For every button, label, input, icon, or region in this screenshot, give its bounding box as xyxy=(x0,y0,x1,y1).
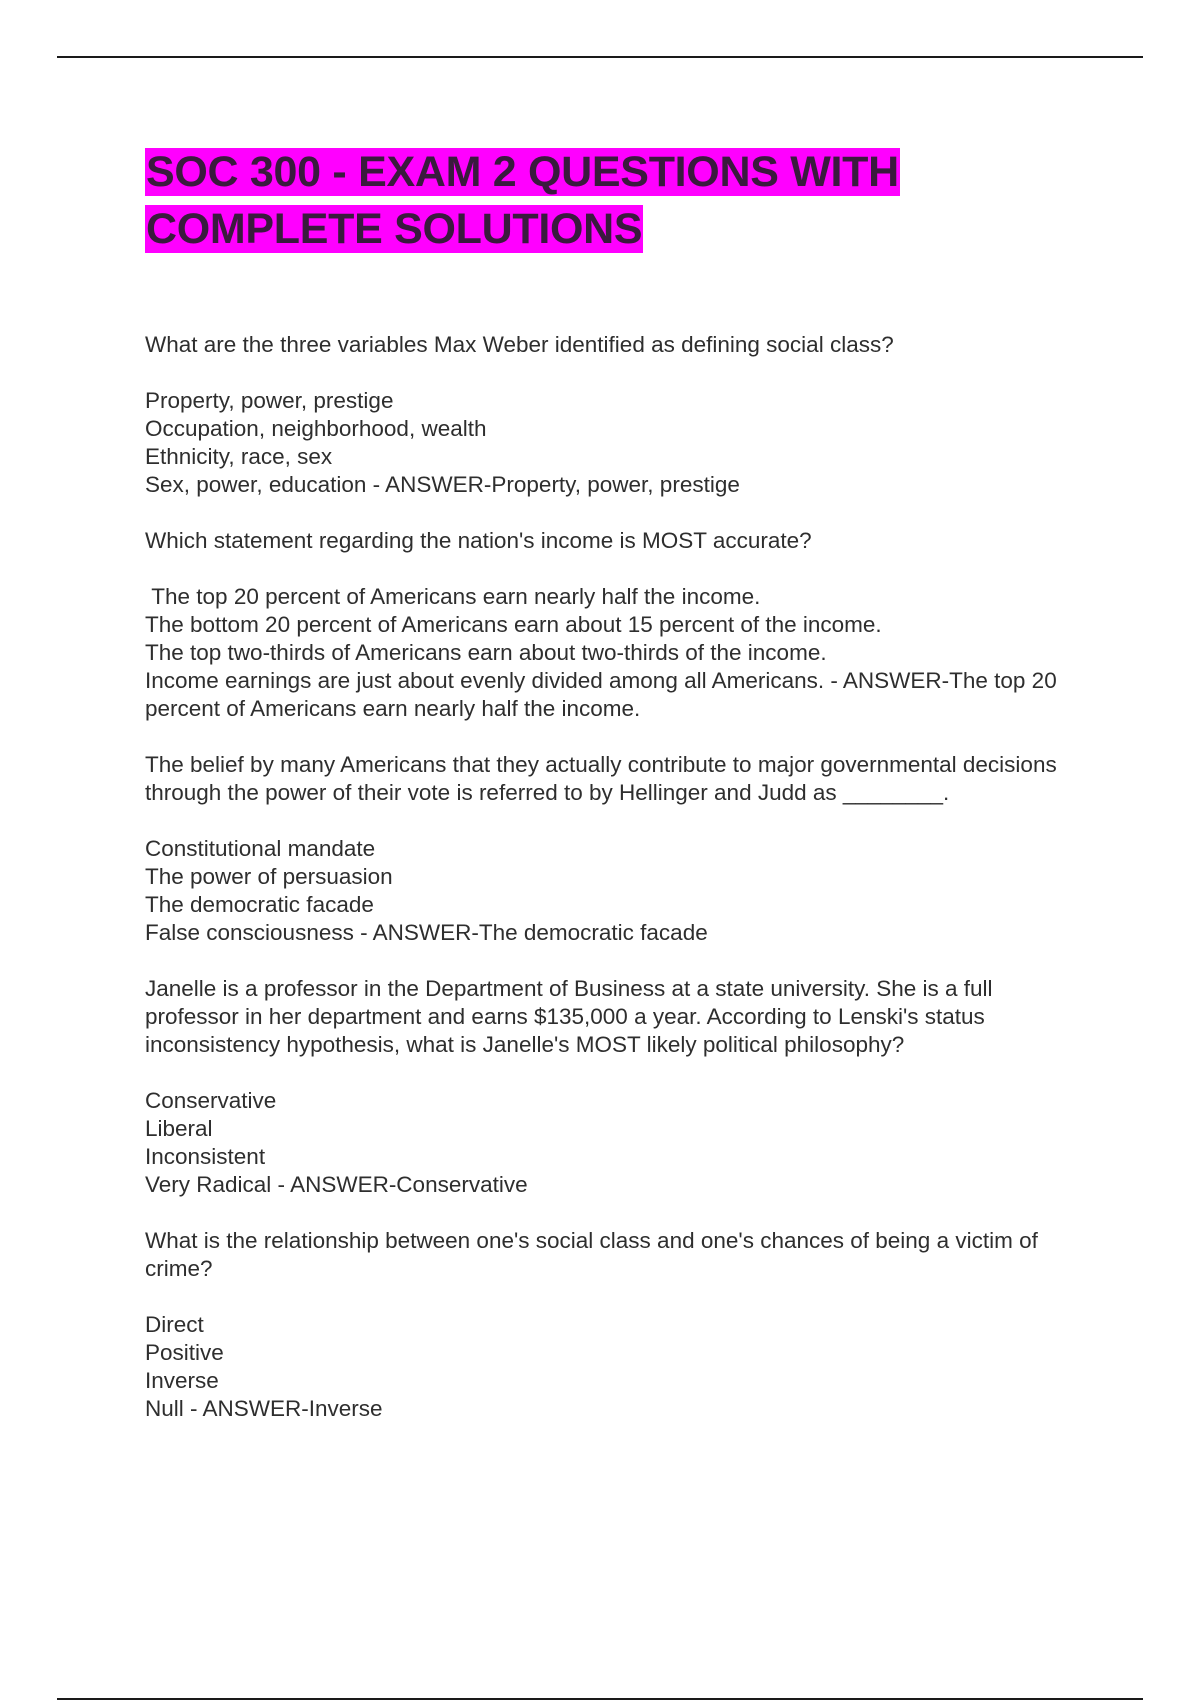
option-4-answer: Very Radical - ANSWER-Conservative xyxy=(145,1172,528,1197)
question-text: What is the relationship between one's social class and one's chances of being a victim of crime? xyxy=(145,1228,1038,1281)
top-divider xyxy=(57,56,1143,58)
option-3: Inconsistent xyxy=(145,1144,266,1169)
option-2: The power of persuasion xyxy=(145,864,393,889)
option-4-answer: Income earnings are just about evenly divided among all Americans. - ANSWER-The top 20 percent of Americans earn nearly half the income. xyxy=(145,668,1063,721)
option-1: Constitutional mandate xyxy=(145,836,376,861)
question-list xyxy=(145,331,1075,1423)
option-2: Liberal xyxy=(145,1116,213,1141)
question-block xyxy=(145,751,1075,947)
document-body xyxy=(145,144,1075,1451)
answer-options xyxy=(145,1087,1075,1199)
option-2: Occupation, neighborhood, wealth xyxy=(145,416,487,441)
option-4-answer: Null - ANSWER-Inverse xyxy=(145,1396,383,1421)
answer-options xyxy=(145,583,1075,723)
option-1: The top 20 percent of Americans earn nearly half the income. xyxy=(145,584,761,609)
option-1: Direct xyxy=(145,1312,204,1337)
option-1: Property, power, prestige xyxy=(145,388,394,413)
option-1: Conservative xyxy=(145,1088,277,1113)
option-3: The top two-thirds of Americans earn about two-thirds of the income. xyxy=(145,640,827,665)
option-2: The bottom 20 percent of Americans earn about 15 percent of the income. xyxy=(145,612,882,637)
document-title xyxy=(145,144,1075,258)
question-block xyxy=(145,975,1075,1199)
question-block xyxy=(145,331,1075,499)
question-text: What are the three variables Max Weber identified as defining social class? xyxy=(145,332,894,357)
option-2: Positive xyxy=(145,1340,224,1365)
answer-options xyxy=(145,1311,1075,1423)
title-line-2: COMPLETE SOLUTIONS xyxy=(146,205,643,253)
question-text: The belief by many Americans that they actually contribute to major governmental decisions through the power of their vote is referred to by Hellinger and Judd as ________. xyxy=(145,752,1057,805)
question-text: Janelle is a professor in the Department of Business at a state university. She is a full professor in her department and earns $135,000 a year. According to Lenski's status inconsistency hypothesis, what is Janelle's MOST likely political philosophy? xyxy=(145,976,993,1057)
option-3: Inverse xyxy=(145,1368,219,1393)
question-text: Which statement regarding the nation's income is MOST accurate? xyxy=(145,528,812,553)
option-4-answer: Sex, power, education - ANSWER-Property, power, prestige xyxy=(145,472,740,497)
option-3: Ethnicity, race, sex xyxy=(145,444,333,469)
answer-options xyxy=(145,387,1075,499)
question-block xyxy=(145,1227,1075,1423)
title-line-1: SOC 300 - EXAM 2 QUESTIONS WITH xyxy=(146,148,899,196)
option-3: The democratic facade xyxy=(145,892,374,917)
question-block xyxy=(145,527,1075,723)
option-4-answer: False consciousness - ANSWER-The democratic facade xyxy=(145,920,708,945)
answer-options xyxy=(145,835,1075,947)
